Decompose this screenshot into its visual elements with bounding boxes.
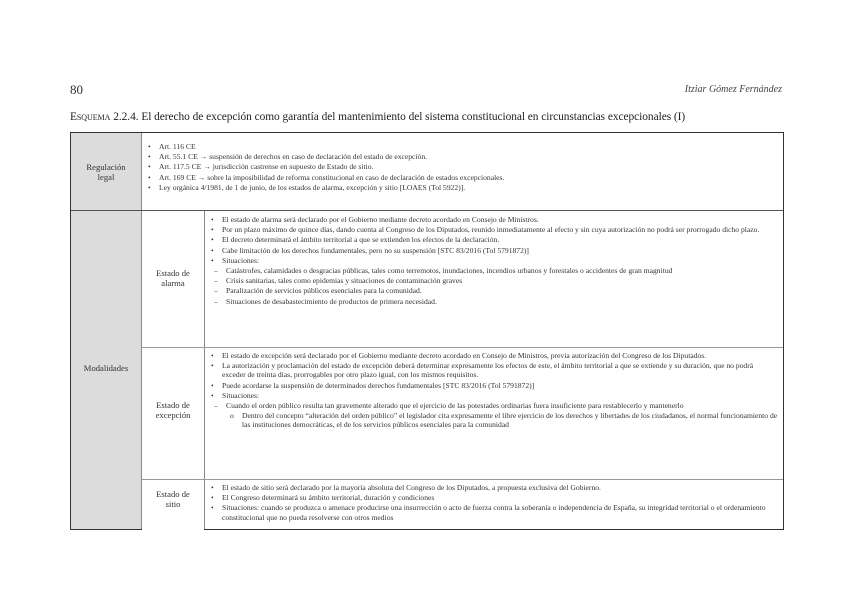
- bullet: •: [148, 152, 151, 162]
- modalidades-label: Modalidades: [83, 363, 129, 373]
- column-divider-inner: [204, 210, 205, 529]
- dash: –: [214, 266, 218, 276]
- row-divider-inner: [141, 479, 783, 480]
- list-item: [210, 381, 778, 390]
- dash: –: [214, 286, 218, 296]
- list-item: [210, 391, 778, 400]
- list-item: [210, 235, 778, 244]
- schema-table: [70, 132, 784, 530]
- list-item: [147, 152, 777, 161]
- bullet: •: [211, 483, 214, 492]
- item-text: Catástrofes, calamidades o desgracias públicas, tales como terremotos, inundaciones, incendios urbanos y forestales o accidentes de gran magnitud: [226, 266, 673, 276]
- label-line: Estado de: [156, 400, 190, 410]
- title-prefix: Esquema: [70, 111, 111, 123]
- list-item: [147, 142, 777, 151]
- circle-marker: o: [230, 411, 234, 421]
- list-subitem: [210, 266, 778, 275]
- label-line: sitio: [165, 498, 181, 509]
- item-text: Cuando el orden público resulta tan gravemente alterado que el ejercicio de las potestades ordinarias fuera insuficiente para restablecerlo y mantenerlo: [226, 400, 684, 410]
- item-text: El estado de alarma será declarado por el Gobierno mediante decreto acordado en Consejo de Ministros.: [222, 215, 539, 224]
- list-item: [210, 483, 778, 492]
- dash: –: [214, 296, 218, 306]
- item-text: Paralización de servicios públicos esenciales para la comunidad.: [226, 286, 422, 296]
- estado-sitio-content: [210, 483, 778, 523]
- list-item: [147, 162, 777, 171]
- item-text: Situaciones de desabastecimiento de productos de primera necesidad.: [226, 296, 437, 306]
- item-text: Art. 55.1 CE → suspensión de derechos en caso de declaración del estado de excepción.: [159, 152, 428, 162]
- dash: –: [214, 400, 218, 410]
- bullet: •: [211, 215, 214, 224]
- dash: –: [214, 276, 218, 286]
- bullet: •: [148, 162, 151, 172]
- running-header-author: Itziar Gómez Fernández: [684, 84, 782, 95]
- regulacion-legal-label: [73, 163, 139, 183]
- bullet: •: [148, 172, 151, 182]
- bullet: •: [211, 245, 214, 255]
- row-divider: [71, 210, 783, 211]
- figure-title: [70, 111, 790, 123]
- bullet: •: [211, 235, 214, 245]
- item-text: Dentro del concepto “alteración del orden público” el legislador cita expresamente el libre ejercicio de los derechos y libertades de los ciudadanos, el normal funcionamiento de las instituciones democráticas, el de los servicios públicos esenciales para la comunidad: [242, 411, 778, 430]
- list-subsubitem: [210, 411, 778, 429]
- item-text: Ley orgánica 4/1981, de 1 de junio, de los estados de alarma, excepción y sitio [LOAES (Tol 5922)].: [159, 182, 466, 192]
- list-item: [210, 503, 778, 521]
- item-text: Puede acordarse la suspensión de determinados derechos fundamentales [STC 83/2016 (Tol 5791872)]: [222, 380, 535, 390]
- label-line: alarma: [161, 277, 185, 288]
- bullet: •: [211, 493, 214, 503]
- list-subitem: [210, 286, 778, 295]
- item-text: Art. 116 CE: [159, 142, 196, 151]
- list-item: [210, 256, 778, 265]
- list-item: [147, 173, 777, 182]
- bullet: •: [148, 142, 151, 151]
- estado-alarma-label: [143, 269, 203, 289]
- estado-excepcion-content: [210, 351, 778, 430]
- bullet: •: [211, 503, 214, 513]
- list-subitem: [210, 297, 778, 306]
- row-divider-inner: [141, 347, 783, 348]
- list-item: [210, 246, 778, 255]
- list-item: [210, 361, 778, 379]
- list-item: [210, 493, 778, 502]
- bullet: •: [211, 351, 214, 360]
- regulacion-legal-content: [147, 142, 777, 193]
- bullet: •: [148, 182, 151, 192]
- item-text: El estado de sitio será declarado por la mayoría absoluta del Congreso de los Diputados, a propuesta exclusiva del Gobierno.: [222, 483, 601, 492]
- list-item: [210, 215, 778, 224]
- list-item: [147, 183, 777, 192]
- item-text: Crisis sanitarias, tales como epidemias y situaciones de contaminación graves: [226, 276, 463, 286]
- item-text: Situaciones: cuando se produzca o amenace producirse una insurrección o acto de fuerza contra la soberanía o independencia de España, su integridad territorial o el ordenamiento constitucional que no pueda resolverse con otros medios: [222, 503, 766, 522]
- sublabel-column: [142, 210, 204, 530]
- item-text: Art. 117.5 CE → jurisdicción castrense en supuesto de Estado de sitio.: [159, 162, 374, 172]
- item-text: El estado de excepción será declarado por el Gobierno mediante decreto acordado en Consejo de Ministros, previa autorización del Congreso de los Diputados.: [222, 351, 707, 360]
- item-text: El decreto determinará el ámbito territorial a que se extienden los efectos de la declaración.: [222, 235, 500, 245]
- estado-alarma-content: [210, 215, 778, 307]
- bullet: •: [211, 255, 214, 265]
- list-item: [210, 225, 778, 234]
- label-line: Estado de: [156, 268, 190, 278]
- bullet: •: [211, 225, 214, 235]
- bullet: •: [211, 361, 214, 371]
- bullet: •: [211, 380, 214, 390]
- item-text: Art. 169 CE → sobre la imposibilidad de reforma constitucional en caso de declaración de estados excepcionales.: [159, 172, 505, 182]
- item-text: El Congreso determinará su ámbito territorial, duración y condiciones: [222, 493, 435, 503]
- list-item: [210, 351, 778, 360]
- label-line: Estado de: [156, 489, 190, 499]
- estado-sitio-label: [143, 490, 203, 510]
- label-line: Regulación: [86, 162, 126, 172]
- estado-excepcion-label: [143, 401, 203, 421]
- item-text: Por un plazo máximo de quince días, dando cuenta al Congreso de los Diputados, reunido inmediatamente al efecto y sin cuya autorización no podrá ser prorrogado dicho plazo.: [222, 225, 760, 235]
- item-text: La autorización y proclamación del estado de excepción deberá determinar expresamente los efectos de este, el ámbito territorial a que se extiende y su duración, que no podrá exceder de treinta días, prorrogables por otro plazo igual, con los mismos requisitos.: [222, 361, 754, 380]
- title-text: 2.2.4. El derecho de excepción como garantía del mantenimiento del sistema constitucional en circunstancias excepcionales (I): [110, 111, 686, 123]
- label-line: legal: [97, 171, 115, 182]
- list-subitem: [210, 276, 778, 285]
- column-divider: [141, 133, 142, 529]
- label-line: excepción: [155, 409, 191, 420]
- label-column: [71, 133, 141, 529]
- list-subitem: [210, 401, 778, 410]
- page-number: 80: [70, 82, 83, 97]
- item-text: Cabe limitación de los derechos fundamentales, pero no su suspensión [STC 83/2016 (Tol 5791872)]: [222, 245, 529, 255]
- item-text: Situaciones:: [222, 255, 260, 265]
- item-text: Situaciones:: [222, 390, 260, 400]
- bullet: •: [211, 390, 214, 400]
